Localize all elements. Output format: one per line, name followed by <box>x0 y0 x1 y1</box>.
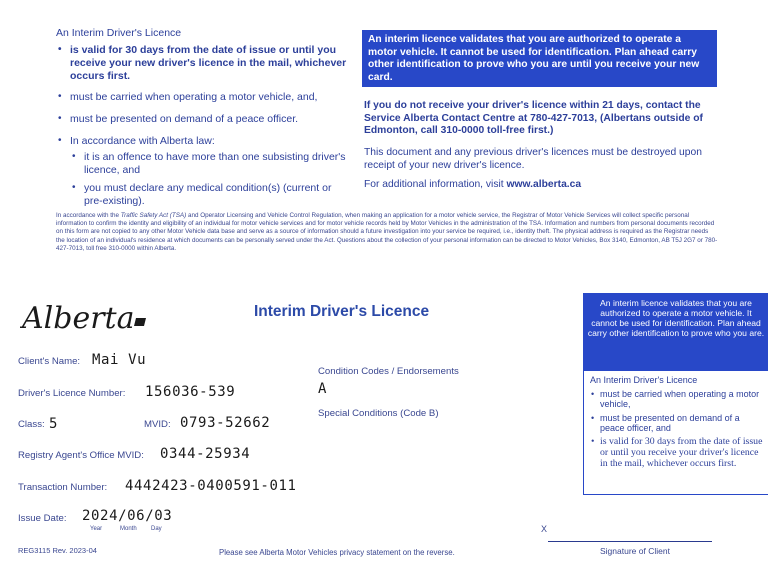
form-number: REG3115 Rev. 2023-04 <box>18 546 97 555</box>
privacy-reference: Please see Alberta Motor Vehicles privacy statement on the reverse. <box>219 548 455 557</box>
rule-presented-on-demand: • must be presented on demand of a peace officer. <box>56 113 348 126</box>
signature-x-mark: X <box>541 524 548 534</box>
alberta-logo-text: Alberta <box>22 301 135 336</box>
not-received-notice: If you do not receive your driver's licence within 21 days, contact the Service Alberta Contact Centre at 780-427-7013, (Albertans outside of Edmonton, call 310-0000 toll-free first.) <box>364 100 703 137</box>
privacy-text-post: and Operator Licensing and Vehicle Control Regulation, when making an application for a motor vehicle service, the Registrar of Motor Vehicle Services will collect specific personal information to confirm the identity and eligibility of an individual for motor vehicle services and for motor vehicle records held by Motor Vehicles in the administration of the TSA. Information and numbers from personal documents recorded on this form are not copied to any other Motor Vehicle data base and serve as a source of information should a future investigation into your service be required, i.e., identity theft. The physical address is required as the Registrar needs the location of an individual's residence at which documents can be personally served under the Act. Questions about the collection of your personal information can be directed to Motor Vehicles, Box 3140, Edmonton, AB T5J 2G7 or 780-427-7013, toll free 310-0000 within Alberta. <box>56 212 718 252</box>
signature-line[interactable] <box>548 541 712 542</box>
alberta-logo-mark <box>134 318 146 326</box>
class-value: 5 <box>49 416 59 432</box>
destroy-notice: This document and any previous driver's licences must be destroyed upon receipt of your new driver's licence. <box>364 147 702 171</box>
rule-must-be-carried: • must be carried when operating a motor vehicle, and, <box>56 91 348 104</box>
alberta-website-link[interactable]: www.alberta.ca <box>506 179 582 190</box>
summary-title: An Interim Driver's Licence <box>590 375 698 385</box>
client-name-value: Mai Vu <box>92 352 147 368</box>
summary-valid-30-days: • is valid for 30 days from the date of issue or until you receive your driver's licence in the mail, whichever occurs first. <box>590 437 764 470</box>
registry-mvid-label: Registry Agent's Office MVID: <box>18 450 144 461</box>
issue-date-value: 2024/06/03 <box>82 508 173 524</box>
class-label: Class: <box>18 419 45 430</box>
special-conditions-label: Special Conditions (Code B) <box>318 408 439 419</box>
client-name-label: Client's Name: <box>18 356 81 367</box>
validation-notice-box-small: An interim licence validates that you are authorized to operate a motor vehicle. It cannot be used for identification. Plan ahead carry other identification to prove who you are. <box>583 293 768 371</box>
additional-info-text: For additional information, visit <box>364 179 504 190</box>
signature-label: Signature of Client <box>600 546 670 556</box>
alberta-logo <box>20 296 155 336</box>
mvid-label: MVID: <box>144 419 171 430</box>
mvid-value: 0793-52662 <box>180 415 271 431</box>
rule-valid-30-days: • is valid for 30 days from the date of issue or until you receive your new driver's licence in the mail, whichever occurs first. <box>56 44 348 82</box>
interim-licence-rules <box>56 44 348 214</box>
transaction-number-value: 4442423-0400591-011 <box>125 478 297 494</box>
privacy-statement <box>56 212 718 253</box>
condition-codes-label: Condition Codes / Endorsements <box>318 366 459 377</box>
licence-number-label: Driver's Licence Number: <box>18 388 126 399</box>
month-label: Month <box>120 526 137 532</box>
year-label: Year <box>90 526 103 532</box>
transaction-number-label: Transaction Number: <box>18 482 108 493</box>
licence-number-value: 156036-539 <box>145 384 236 400</box>
summary-must-be-carried: • must be carried when operating a motor vehicle, <box>590 389 764 409</box>
rule-declare-medical: • you must declare any medical condition(s) (current or pre-existing). <box>56 182 348 208</box>
privacy-act-name: Traffic Safety Act (TSA) <box>120 212 187 219</box>
privacy-text-pre: In accordance with the <box>56 212 120 219</box>
registry-mvid-value: 0344-25934 <box>160 446 251 462</box>
interim-licence-heading: An Interim Driver's Licence <box>56 27 182 39</box>
card-title: Interim Driver's Licence <box>254 303 430 320</box>
rule-alberta-law: • In accordance with Alberta law: <box>56 135 348 148</box>
additional-info <box>364 179 718 192</box>
summary-presented-on-demand: • must be presented on demand of a peace officer, and <box>590 413 764 433</box>
day-label: Day <box>151 526 162 532</box>
condition-codes-value: A <box>318 381 328 397</box>
interim-licence-summary <box>583 371 768 495</box>
issue-date-label: Issue Date: <box>18 513 67 524</box>
rule-offence-multiple-licences: • it is an offence to have more than one subsisting driver's licence, and <box>56 151 348 177</box>
validation-notice-box: An interim licence validates that you are authorized to operate a motor vehicle. It cannot be used for identification. Plan ahead carry other identification to prove who you are until you receive your new card. <box>362 30 717 87</box>
